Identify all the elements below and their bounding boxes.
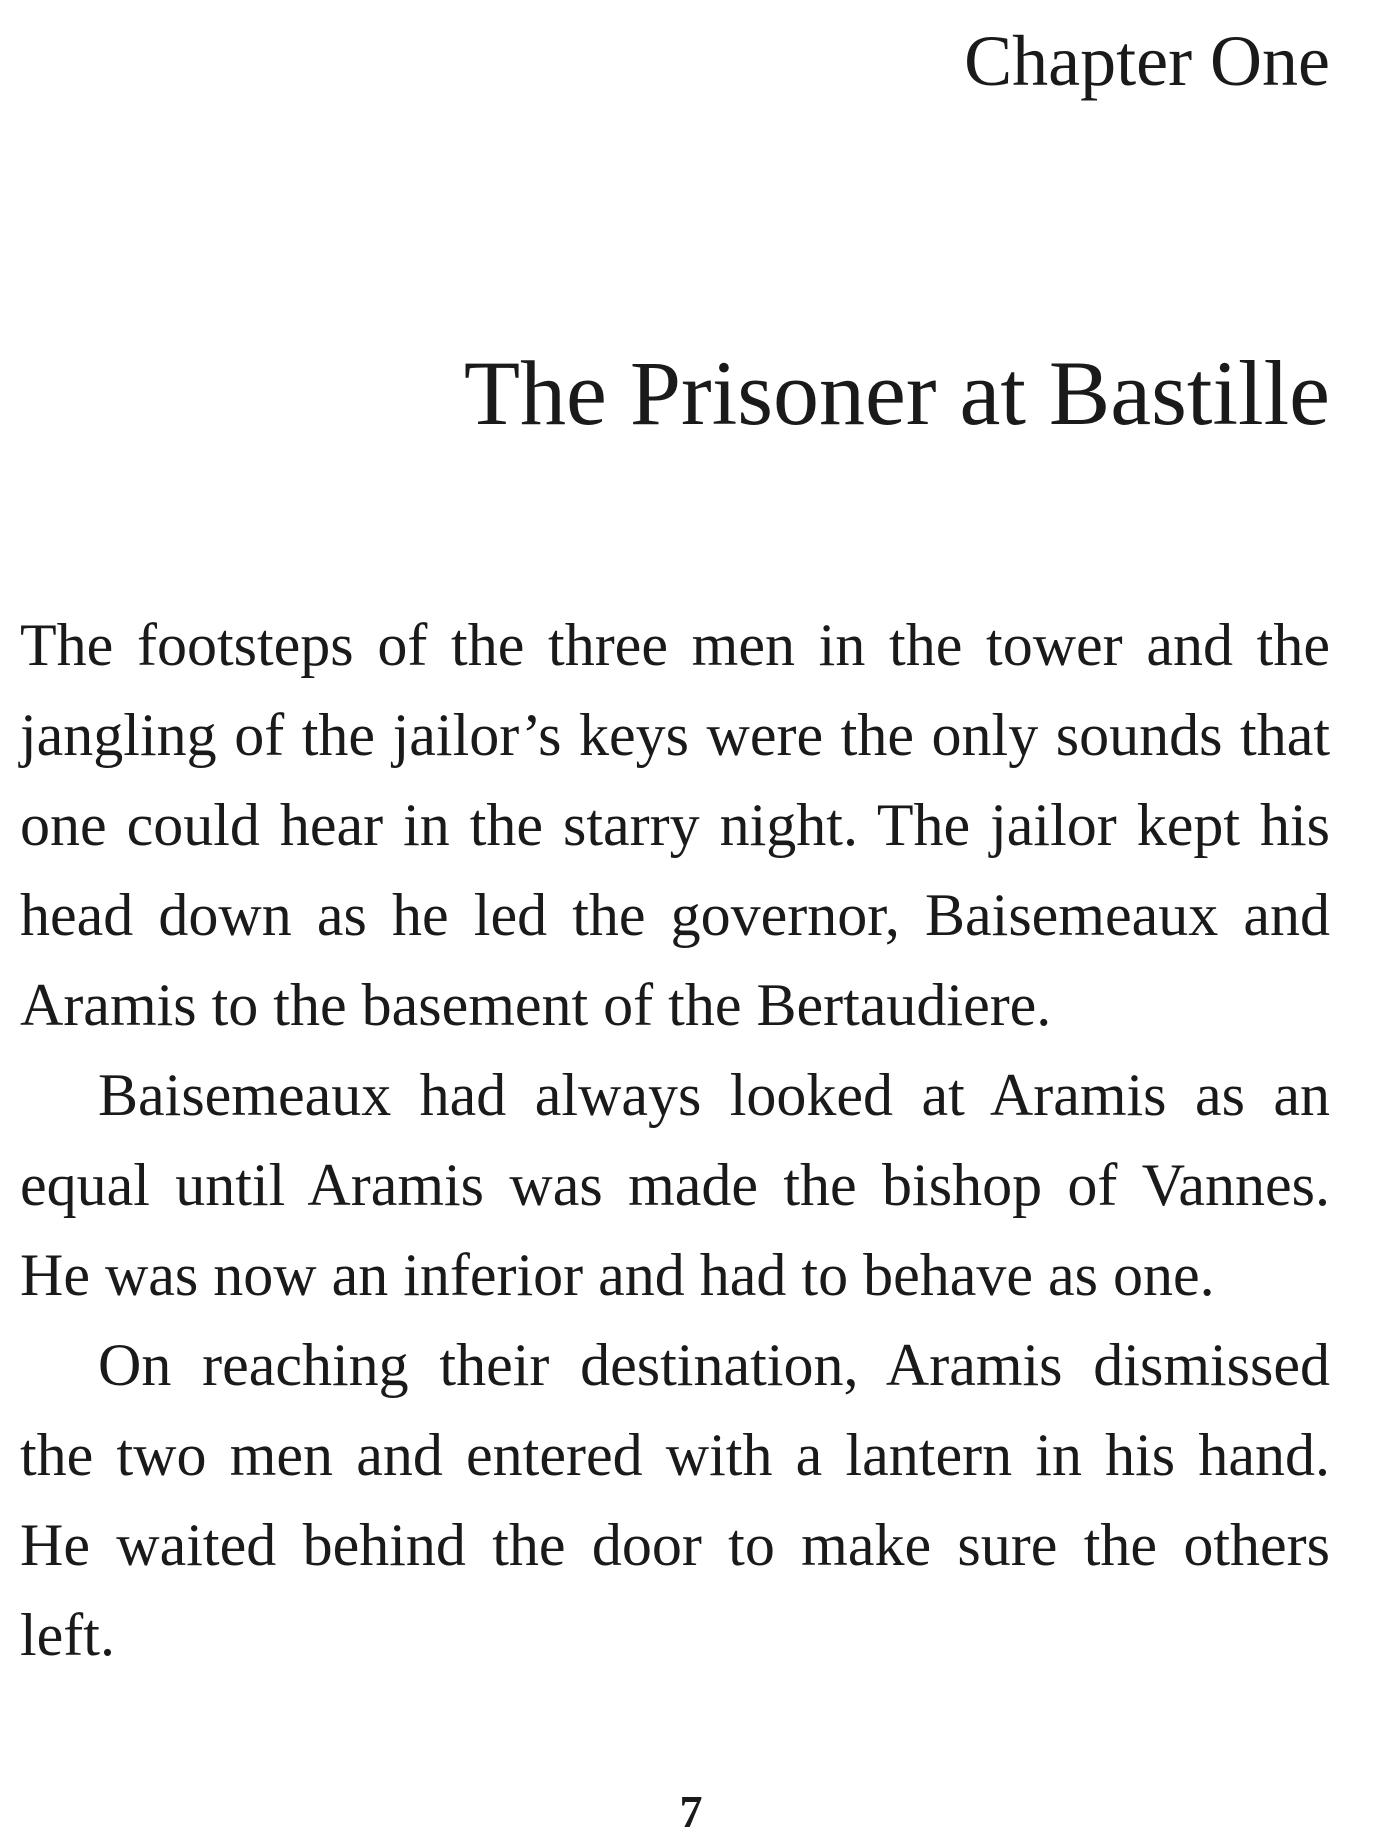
page-number: 7 (679, 1786, 703, 1837)
paragraph-1: The footsteps of the three men in the tower and the jangling of the jailor’s keys were the only sounds that one could hear in the starry night. The jailor kept his head down as he led the governor, Baisemeaux and Aramis to the basement of the Bertaudiere. (20, 612, 1330, 1038)
chapter-title: The Prisoner at Bastille (463, 342, 1330, 444)
chapter-body (20, 600, 1330, 1680)
paragraph-2: Baisemeaux had always looked at Aramis as an equal until Aramis was made the bishop of Vannes. He was now an inferior and had to behave as one. (20, 1062, 1330, 1308)
chapter-number-heading: Chapter One (964, 21, 1330, 101)
paragraph-3: On reaching their destination, Aramis dismissed the two men and entered with a lantern in his hand. He waited behind the door to make sure the others left. (20, 1332, 1330, 1668)
